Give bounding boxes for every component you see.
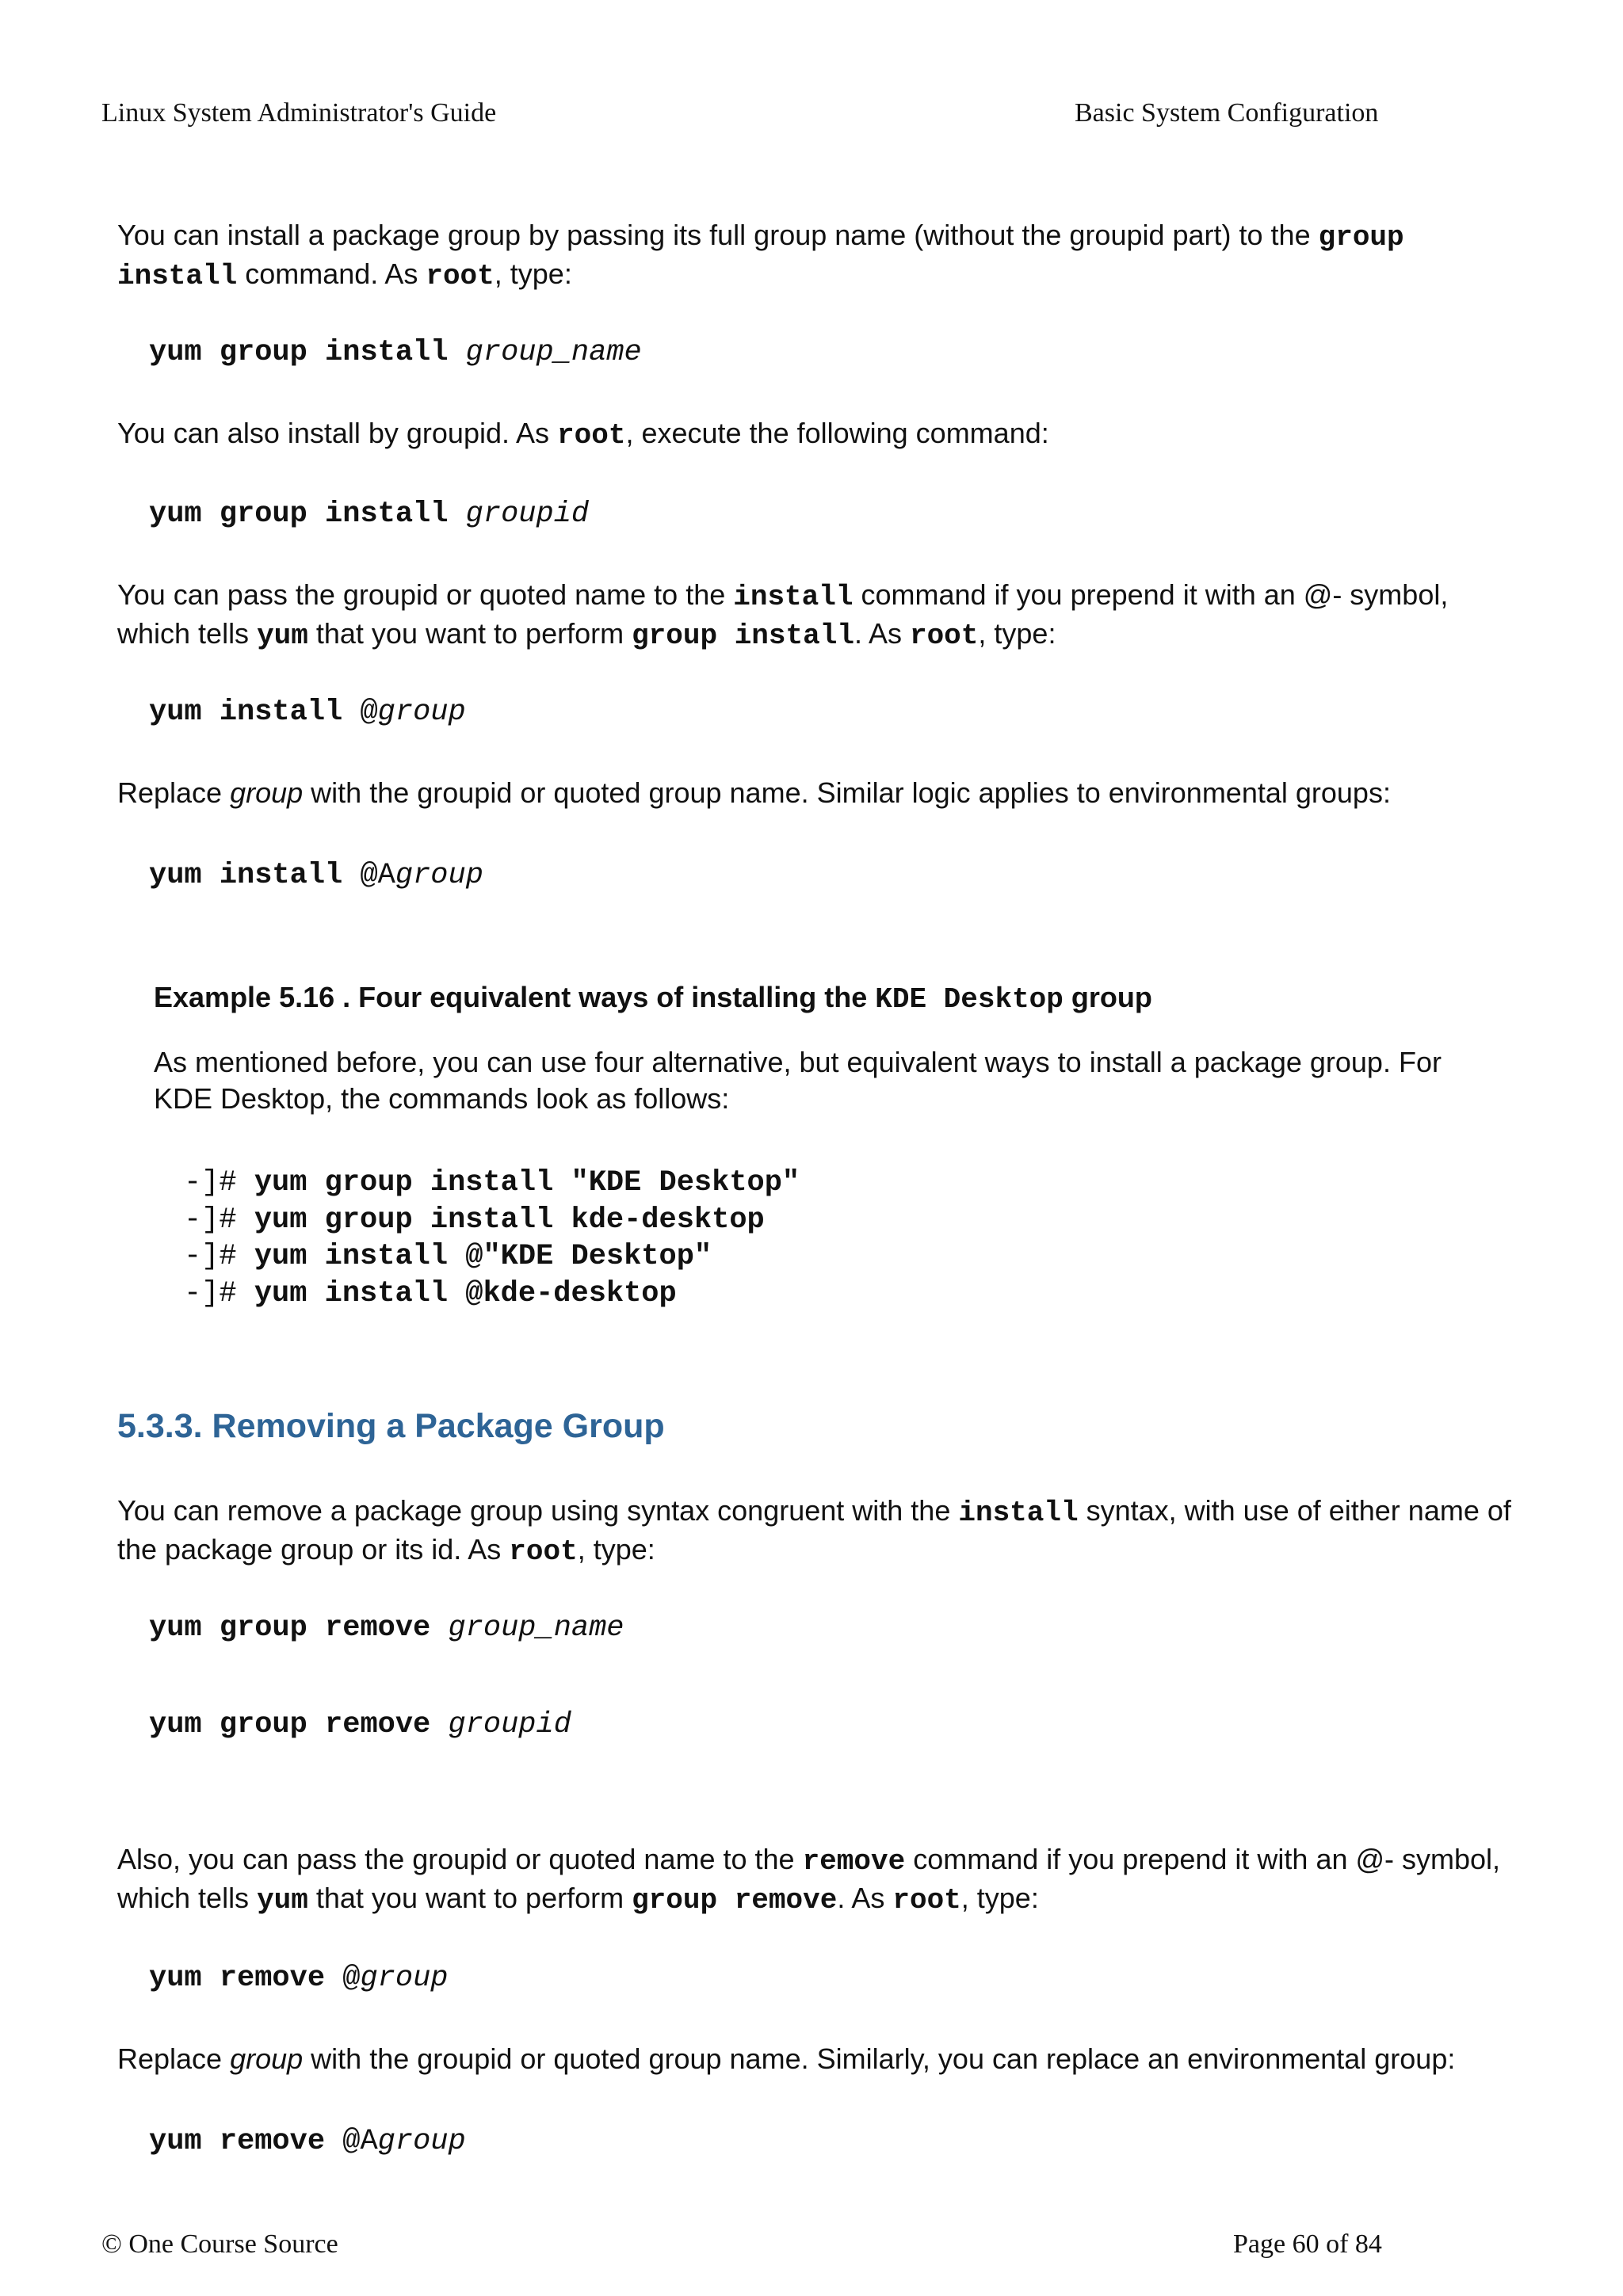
example-command-line: -]# yum group install "KDE Desktop" bbox=[184, 1166, 800, 1199]
example-title: Example 5.16 . Four equivalent ways of installing the KDE Desktop group bbox=[154, 981, 1152, 1016]
paragraph-remove-group: You can remove a package group using syntax congruent with the install syntax, with use of either name of the package group or its id. As root, type: bbox=[117, 1494, 1511, 1568]
section-heading: 5.3.3. Removing a Package Group bbox=[117, 1407, 665, 1445]
running-header-title: Linux System Administrator's Guide bbox=[101, 98, 497, 128]
paragraph-install-by-groupid: You can also install by groupid. As root, execute the following command: bbox=[117, 417, 1049, 452]
code-group-install-name: yum group install group_name bbox=[149, 336, 642, 369]
example-command-line: -]# yum install @kde-desktop bbox=[184, 1276, 677, 1310]
footer-page-number: Page 60 of 84 bbox=[1233, 2229, 1382, 2259]
paragraph-install-at-symbol: You can pass the groupid or quoted name to the install command if you prepend it with an @- symbol, which tells yum that you want to perform group install. As root, type: bbox=[117, 578, 1449, 652]
paragraph-install-by-name: You can install a package group by passing its full group name (without the groupid part) to the group install command. As root, type: bbox=[117, 219, 1404, 292]
code-remove-env-group: yum remove @Agroup bbox=[149, 2125, 466, 2158]
code-group-remove-name: yum group remove group_name bbox=[149, 1611, 624, 1645]
paragraph-replace-group: Replace group with the groupid or quoted group name. Similar logic applies to environmental groups: bbox=[117, 776, 1391, 809]
code-install-at-group: yum install @group bbox=[149, 696, 466, 729]
code-group-install-groupid: yum group install groupid bbox=[149, 498, 590, 531]
code-remove-at-group: yum remove @group bbox=[149, 1962, 449, 1995]
code-group-remove-groupid: yum group remove groupid bbox=[149, 1708, 571, 1741]
example-description: As mentioned before, you can use four alternative, but equivalent ways to install a package group. For KDE Desktop, the commands look as follows: bbox=[154, 1046, 1442, 1115]
example-command-block bbox=[184, 1165, 800, 1312]
paragraph-replace-env-group: Replace group with the groupid or quoted group name. Similarly, you can replace an environmental group: bbox=[117, 2042, 1456, 2075]
example-command-line: -]# yum group install kde-desktop bbox=[184, 1203, 765, 1237]
example-command-line: -]# yum install @"KDE Desktop" bbox=[184, 1240, 712, 1273]
code-install-env-group: yum install @Agroup bbox=[149, 859, 483, 892]
paragraph-remove-at-symbol: Also, you can pass the groupid or quoted name to the remove command if you prepend it with an @- symbol, which tells yum that you want to perform group remove. As root, type: bbox=[117, 1843, 1501, 1917]
running-header-chapter: Basic System Configuration bbox=[1075, 98, 1379, 128]
footer-copyright: © One Course Source bbox=[101, 2229, 338, 2259]
